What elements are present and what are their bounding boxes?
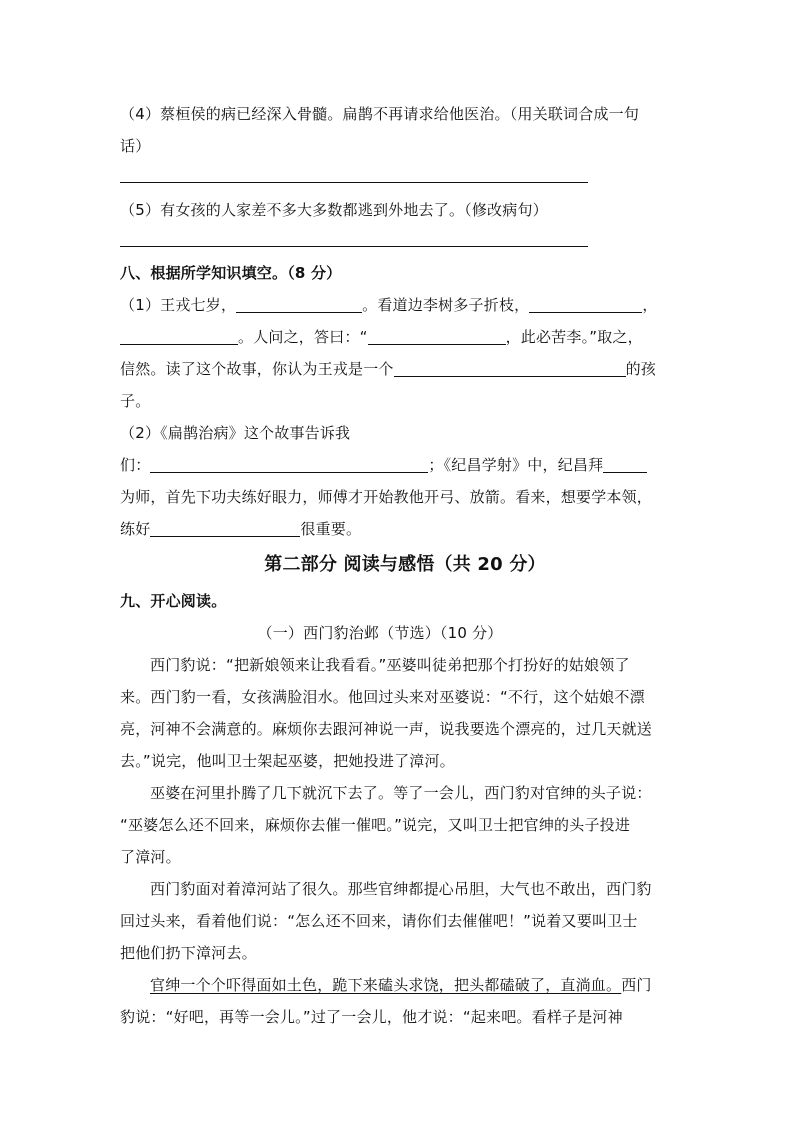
q5-line-1: （5）有女孩的人家差不多大多数都逃到外地去了。（修改病句） (120, 201, 548, 219)
part-2-title: 第二部分 阅读与感悟（共 20 分） (264, 554, 546, 575)
blank-2[interactable] (529, 296, 642, 313)
blank-1[interactable] (236, 296, 362, 313)
s8-q1-line-1 (120, 294, 680, 316)
q4-answer-line[interactable] (120, 182, 588, 183)
underlined-sentence: 官绅一个个吓得面如土色，跪下来磕头求饶，把头都磕破了，直淌血。 (150, 976, 622, 994)
para2-line-3: 了漳河。 (120, 848, 181, 866)
para1-line-3: 亮，河神不会满意的。麻烦你去跟河神说一声，说我要选个漂亮的，过几天就送 (120, 720, 653, 738)
q5-answer-line[interactable] (120, 246, 588, 247)
s8-q2-line-2 (120, 454, 680, 476)
s8-q1-text-e: ，此必苦李。”取之， (505, 328, 643, 346)
para3-line-3: 把他们扔下漳河去。 (120, 944, 257, 962)
section-9-heading: 九、开心阅读。 (120, 592, 227, 610)
blank-8[interactable] (150, 520, 300, 537)
para2-line-2: “巫婆怎么还不回来，麻烦你去催一催吧。”说完，又叫卫士把官绅的头子投进 (120, 816, 631, 834)
s8-q2-line-3: 为师，首先下功夫练好眼力，师傅才开始教他开弓、放箭。看来，想要学本领， (120, 488, 653, 506)
s8-q2-line-1: （2）《扁鹊治病》这个故事告诉我 (120, 424, 351, 442)
para3-line-2: 回过头来，看着他们说：“怎么还不回来，请你们去催催吧！”说着又要叫卫士 (120, 912, 638, 930)
q4-line-1: （4）蔡桓侯的病已经深入骨髓。扁鹊不再请求给他医治。（用关联词合成一句 (120, 105, 640, 123)
para4-tail: 西门 (621, 976, 652, 994)
s8-q1-line-2 (120, 326, 680, 348)
s8-q2-text-f: 很重要。 (300, 520, 362, 538)
blank-7[interactable] (603, 456, 647, 473)
s8-q2-line-4 (120, 518, 680, 540)
blank-5[interactable] (394, 360, 626, 377)
q4-line-2: 话） (120, 137, 151, 155)
para2-line-1: 巫婆在河里扑腾了几下就沉下去了。等了一会儿，西门豹对官绅的头子说： (150, 784, 652, 802)
s8-q1-line-3 (120, 358, 680, 380)
s8-q1-text-d: 。人问之，答曰：“ (238, 328, 368, 346)
reading-subtitle: （一）西门豹治邺（节选）（10 分） (257, 624, 503, 642)
para1-line-2: 来。西门豹一看，女孩满脸泪水。他回过头来对巫婆说：“不行，这个姑娘不漂 (120, 688, 645, 706)
para1-line-4: 去。”说完，他叫卫士架起巫婆，把她投进了漳河。 (120, 752, 455, 770)
s8-q1-text-f: 信然。读了这个故事，你认为王戎是一个 (120, 360, 394, 378)
para1-line-1: 西门豹说：“把新娘领来让我看看。”巫婆叫徒弟把那个打扮好的姑娘领了 (150, 656, 630, 674)
s8-q1-text-b: 。看道边李树多子折枝， (362, 296, 530, 314)
blank-3[interactable] (120, 328, 238, 345)
para3-line-1: 西门豹面对着漳河站了很久。那些官绅都提心吊胆，大气也不敢出，西门豹 (150, 880, 652, 898)
s8-q2-text-b: 们： (120, 456, 151, 474)
section-8-heading: 八、根据所学知识填空。（8 分） (120, 264, 342, 282)
para4-line-2: 豹说：“好吧，再等一会儿。”过了一会儿，他才说：“起来吧。看样子是河神 (120, 1008, 623, 1026)
blank-6[interactable] (150, 456, 428, 473)
s8-q1-text-c: ， (642, 296, 658, 314)
s8-q1-line-4: 子。 (120, 392, 151, 410)
s8-q2-text-c: ；《纪昌学射》中，纪昌拜 (428, 456, 604, 474)
s8-q1-text-a: （1）王戎七岁， (120, 296, 237, 314)
s8-q2-text-e: 练好 (120, 520, 151, 538)
blank-4[interactable] (368, 328, 506, 345)
s8-q1-text-g: 的孩 (625, 360, 657, 378)
para4-line-1 (150, 974, 710, 996)
